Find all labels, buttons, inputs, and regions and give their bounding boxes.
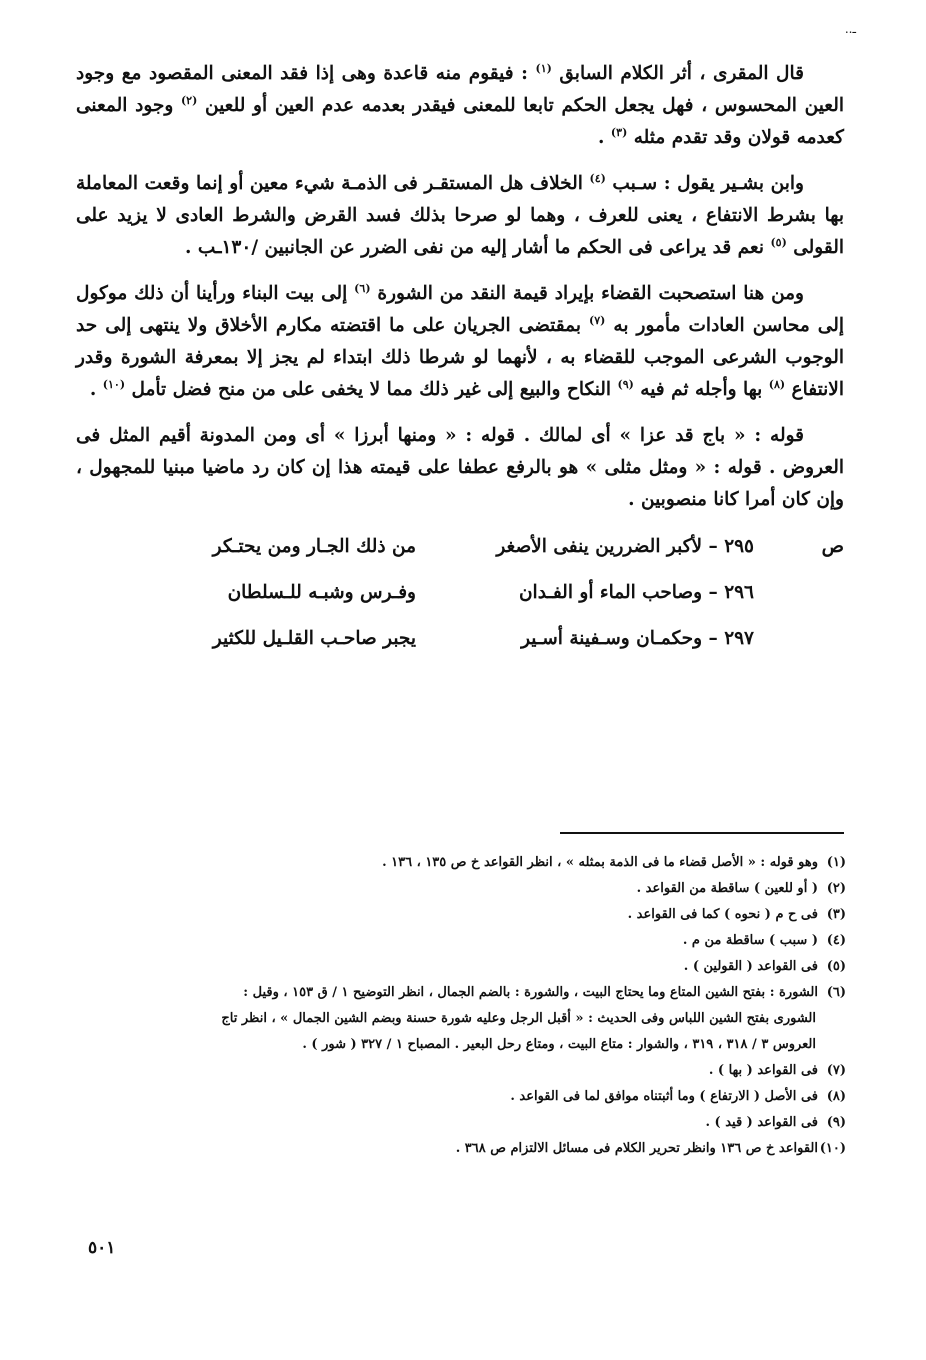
paragraph-text: الخلاف هل المستقـر فى الذمـة شيء معين أو إنما وقعت المعاملة بها بشرط الانتفاع ، يعنى للعرف ، وهما لو صرحا بذلك فسد القرض والشرط العادى لا يزيد على القولى [76,173,844,258]
footnote [66,1136,846,1162]
footnote-number: (١٠) [819,1141,846,1156]
page-number: ٥٠١ [88,1238,116,1258]
footnote [66,928,846,954]
footnote-number: (٦) [826,985,846,1000]
paragraph-text: . [598,127,611,148]
footnote-text: الشورى بفتح الشين اللباس وفى الحديث : « أقبل الرجل وعليه شورة حسنة وبضم الشين الجمال » ، انظر تاج [221,1011,816,1026]
verse-line [76,622,844,666]
paragraph [76,168,844,264]
footnote-text: فى القواعد ( قيد ) . [705,1115,818,1130]
footnote-text: الشورة : بفتح الشين المتاع وما يحتاج البيت ، والشورة : بالضم الجمال ، انظر التوضيح ١ / ق ١٥٣ ، وقيل : [243,985,818,1000]
paragraph-text: بمقتضى الجريان على ما اقتضته مكارم الأخلاق ولا ينتهى إلى حد الوجوب الشرعى الموجب للقضاء به ، لأنهما لو شرطا ذلك ابتداء لم يجز إلا بمعرفة الشورة وقدر الانتفاع [76,315,844,400]
footnote-reference: (٤) [589,171,606,185]
paragraph-text: بها وأجله ثم فيه [633,379,769,400]
footnote-text: العروس ٣ / ٣١٨ ، ٣١٩ ، والشوار : متاع البيت ، ومتاع رحل البعير . المصباح ١ / ٣٢٧ ( شور ) . [302,1037,816,1052]
footnote-number: (٤) [826,933,846,948]
footnote-reference: (٨) [768,377,786,391]
footnote-reference: (٢) [180,93,198,107]
verse-second-hemistich: يجبر صاحـب القلـيل للكثير [212,628,416,649]
paragraph-text: نعم قد يراعى فى الحكم ما أشار إليه من نفى الضرر عن الجانبين /١٣٠ـب . [185,237,771,258]
footnote-continuation [66,1006,816,1032]
paragraph-text: ومن هنا استصحبت القضاء بإيراد قيمة النقد من الشورة [370,283,804,304]
paragraph-text: . [89,379,103,400]
main-text [76,58,844,680]
footnote-text: وهو قوله : « الأصل قضاء ما فى الذمة بمثله » ، انظر القواعد خ ص ١٣٥ ، ١٣٦ . [382,855,818,870]
verse-second-hemistich: من ذلك الجـار ومن يحتـكر [212,536,416,557]
footnote-text: فى القواعد ( القولين ) . [683,959,818,974]
verse-first-hemistich: ٢٩٥ – لأكبر الضررين ينفى الأصغر [496,536,754,557]
footnote-reference: (٥) [770,235,787,249]
footnote-number: (٥) [826,959,846,974]
footnote-text: القواعد خ ص ١٣٦ وانظر تحرير الكلام فى مسائل الالتزام ص ٣٦٨ . [455,1141,818,1156]
footnote-text: ( سبب ) ساقطة من م . [682,933,818,948]
verse-page-marker: ص [821,536,844,557]
verse-first-hemistich: ٢٩٦ – وصاحب الماء أو الفـدان [518,582,754,603]
paragraph-text: إلى بيت البناء ورأينا أن ذلك موكول إلى محاسن العادات مأمور به [76,283,845,336]
verse-line [76,576,844,620]
footnote-reference: (١٠) [102,377,126,391]
footnote-reference: (١) [535,61,552,75]
verse-line [76,530,844,574]
footnote-number: (٨) [826,1089,846,1104]
paragraph [76,278,844,406]
footnote-text: ( أو للعين ) ساقطة من القواعد . [636,881,818,896]
paragraph [76,420,844,516]
paragraph-text: وابن بشـير يقول : سـبب [605,173,804,194]
footnote-text: فى القواعد ( بها ) . [708,1063,818,1078]
footnote-continuation [66,1032,816,1058]
footnote-number: (٢) [826,881,846,896]
footnote-number: (١) [826,855,846,870]
paragraphs [76,58,844,516]
footnote-reference: (٧) [589,313,606,327]
paragraph-text: قال المقرى ، أثر الكلام السابق [551,63,804,84]
verse-first-hemistich: ٢٩٧ – وحكمـان وسـفينة أسـير [521,628,754,649]
footnote-number: (٣) [826,907,846,922]
footnote-divider [560,832,844,834]
footnotes [66,850,846,1162]
paragraph-text: : فيقوم منه قاعدة وهى إذا فقد المعنى المقصود مع وجود العين المحسوس ، فهل يجعل الحكم تابعا للمعنى فيقدر بعدمه عدم العين أو للعين [76,63,844,116]
corner-mark: ـ.. [844,22,856,36]
footnote [66,876,846,902]
footnote [66,1058,846,1084]
footnote-number: (٩) [826,1115,846,1130]
footnote [66,1084,846,1110]
verse-block [76,530,844,680]
footnote [66,954,846,980]
footnote-number: (٧) [826,1063,846,1078]
footnote-reference: (٣) [610,125,628,139]
footnote [66,850,846,876]
footnote [66,980,846,1006]
footnote-reference: (٦) [354,281,371,295]
verse-second-hemistich: وفـرس وشبـه للـسلطان [227,582,416,603]
paragraph-text: قوله : « باج قد عزا » أى لمالك . قوله : « ومنها أبرزا » أى ومن المدونة أقيم المثل فى العروض . قوله : « ومثل مثلى » هو بالرفع عطفا على قيمته هذا إن كان رد ماضيا مبنيا للمجهول ، وإن كان أمرا كانا منصوبين . [76,425,844,510]
footnote [66,902,846,928]
footnote-text: فى ح م ( نحوه ) كما فى القواعد . [627,907,818,922]
footnote-text: فى الأصل ( الارتفاع ) وما أثبتناه موافق لما فى القواعد . [510,1089,818,1104]
paragraph-text: النكاح والبيع إلى غير ذلك مما لا يخفى على من منح فضل تأمل [125,379,618,400]
footnote-reference: (٩) [617,377,634,391]
footnote [66,1110,846,1136]
paragraph [76,58,844,154]
paragraph-text: وجود المعنى كعدمه قولان وقد تقدم مثله [76,95,844,148]
